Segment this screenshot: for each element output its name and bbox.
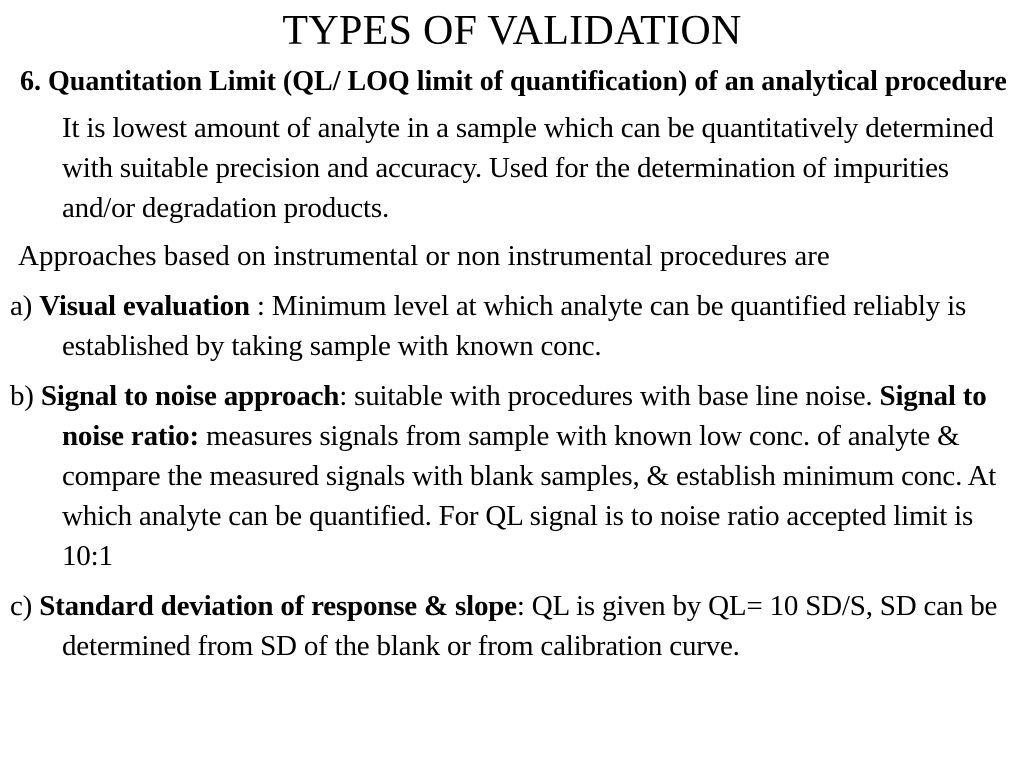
item-term: Standard deviation of response & slope [39,590,517,622]
list-item-visual-evaluation [0,286,1024,366]
item-text: : Minimum level at which analyte can be quantified reliably is established by taking sample with known conc. [62,290,967,362]
approaches-intro: Approaches based on instrumental or non instrumental procedures are [18,240,830,272]
definition-paragraph: It is lowest amount of analyte in a sample which can be quantitatively determined with suitable precision and accuracy. Used for the determination of impurities and/or degradation products. [62,112,994,224]
item-marker: b) [10,380,41,412]
section-heading: 6. Quantitation Limit (QL/ LOQ limit of quantification) of an analytical procedure [20,66,1007,97]
list-item-signal-to-noise [0,376,1024,576]
item-term: Visual evaluation [39,290,250,322]
item-text: : QL is given by QL= 10 SD/S, SD can be determined from SD of the blank or from calibration curve. [62,590,998,662]
list-item-standard-deviation [0,586,1024,666]
item-term: Signal to noise approach [40,380,340,412]
item-text: : suitable with procedures with base line noise. [339,380,880,412]
item-text-secondary: measures signals from sample with known low conc. of analyte & compare the measured signals with blank samples, & establish minimum conc. At which analyte can be quantified. For QL signal is to noise ratio accepted limit is 10:1 [62,420,997,572]
item-marker: c) [10,590,40,622]
item-marker: a) [10,290,40,322]
slide-body [0,62,1024,666]
slide-title: TYPES OF VALIDATION [282,8,742,54]
item-term-secondary: Signal to noise ratio: [62,380,987,452]
